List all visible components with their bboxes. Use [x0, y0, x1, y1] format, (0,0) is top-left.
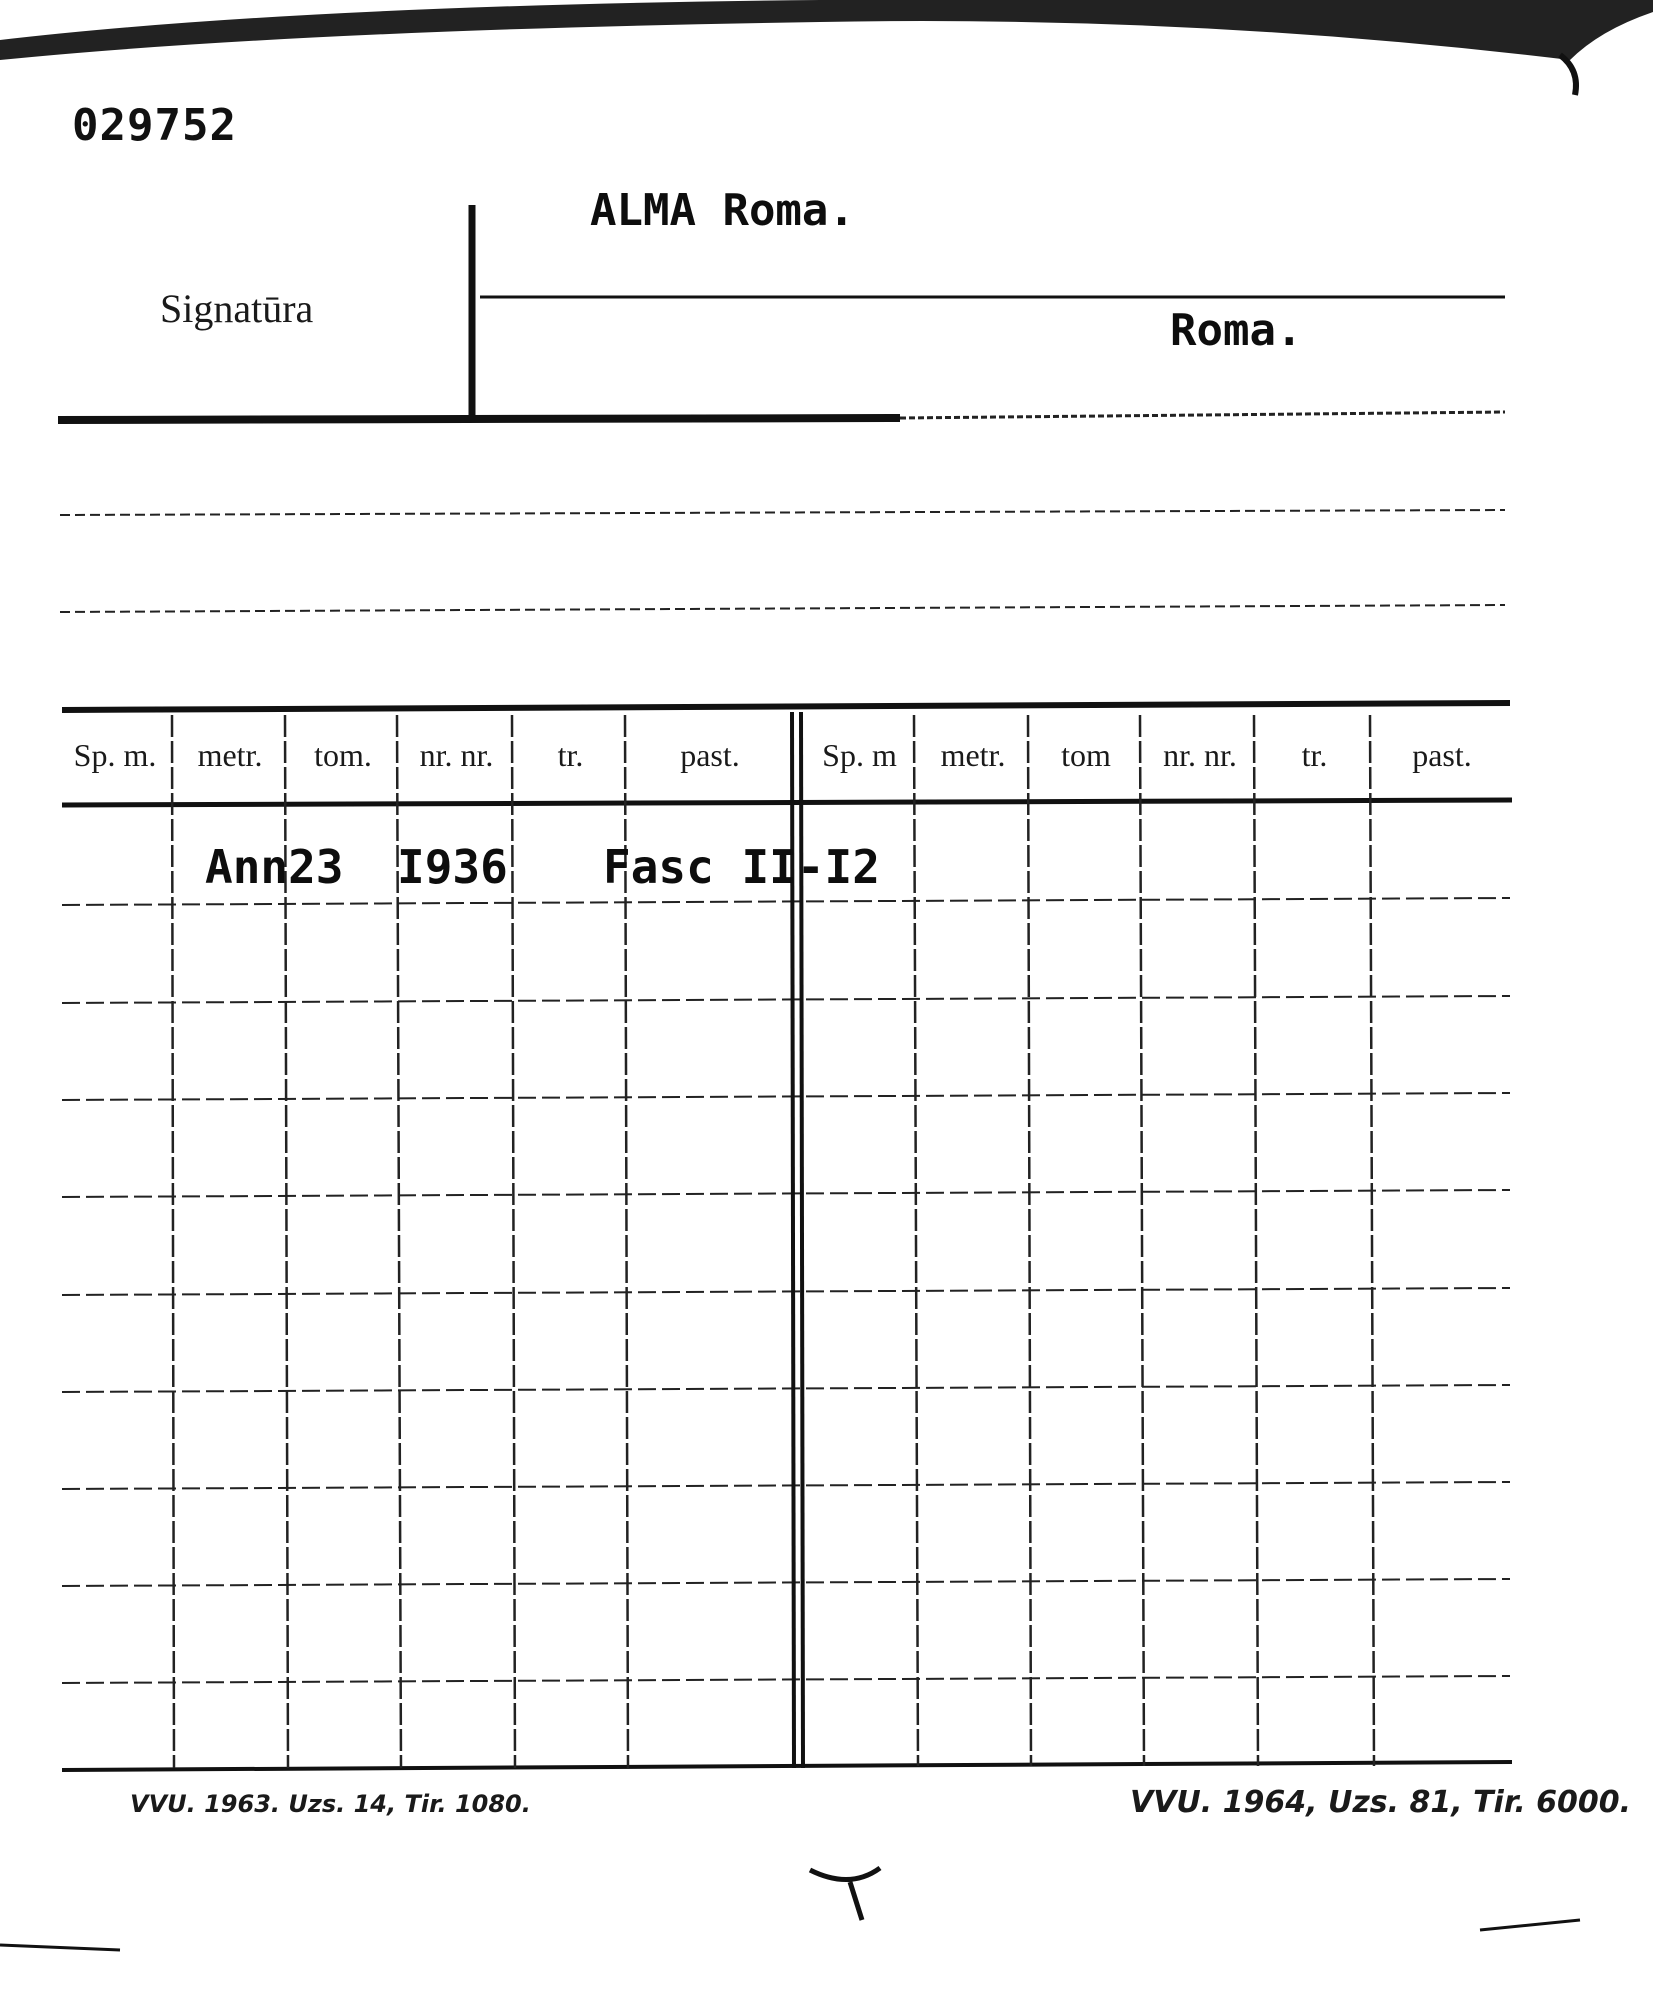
col-header-nr-left: nr. nr. — [419, 737, 494, 773]
card-number: 029752 — [72, 100, 237, 151]
signatura-label: Signatūra — [160, 286, 314, 331]
col-header-metr-right: metr. — [940, 737, 1006, 773]
col-header-tr-left: tr. — [557, 737, 584, 773]
col-header-sp-m-left: Sp. m. — [73, 737, 157, 773]
col-header-sp-m-right: Sp. m — [822, 737, 897, 773]
col-header-tom-left: tom. — [314, 737, 372, 773]
col-header-past-right: past. — [1412, 737, 1472, 773]
archive-location: Roma. — [1170, 305, 1303, 356]
entry-past: Fasc II-I2 — [603, 840, 880, 894]
handwritten-note-left: VVU. 1963. Uzs. 14, Tir. 1080. — [130, 1790, 531, 1818]
col-header-tr-right: tr. — [1301, 737, 1328, 773]
entry-metr: Ann23 — [205, 840, 344, 894]
col-header-past-left: past. — [680, 737, 740, 773]
col-header-nr-right: nr. nr. — [1163, 737, 1237, 773]
col-header-tom-right: tom — [1061, 737, 1111, 773]
col-header-metr-left: metr. — [197, 737, 263, 773]
archive-name: ALMA Roma. — [590, 185, 855, 236]
entry-nr: I936 — [397, 840, 508, 894]
handwritten-note-right: VVU. 1964, Uzs. 81, Tir. 6000. — [1130, 1785, 1632, 1820]
